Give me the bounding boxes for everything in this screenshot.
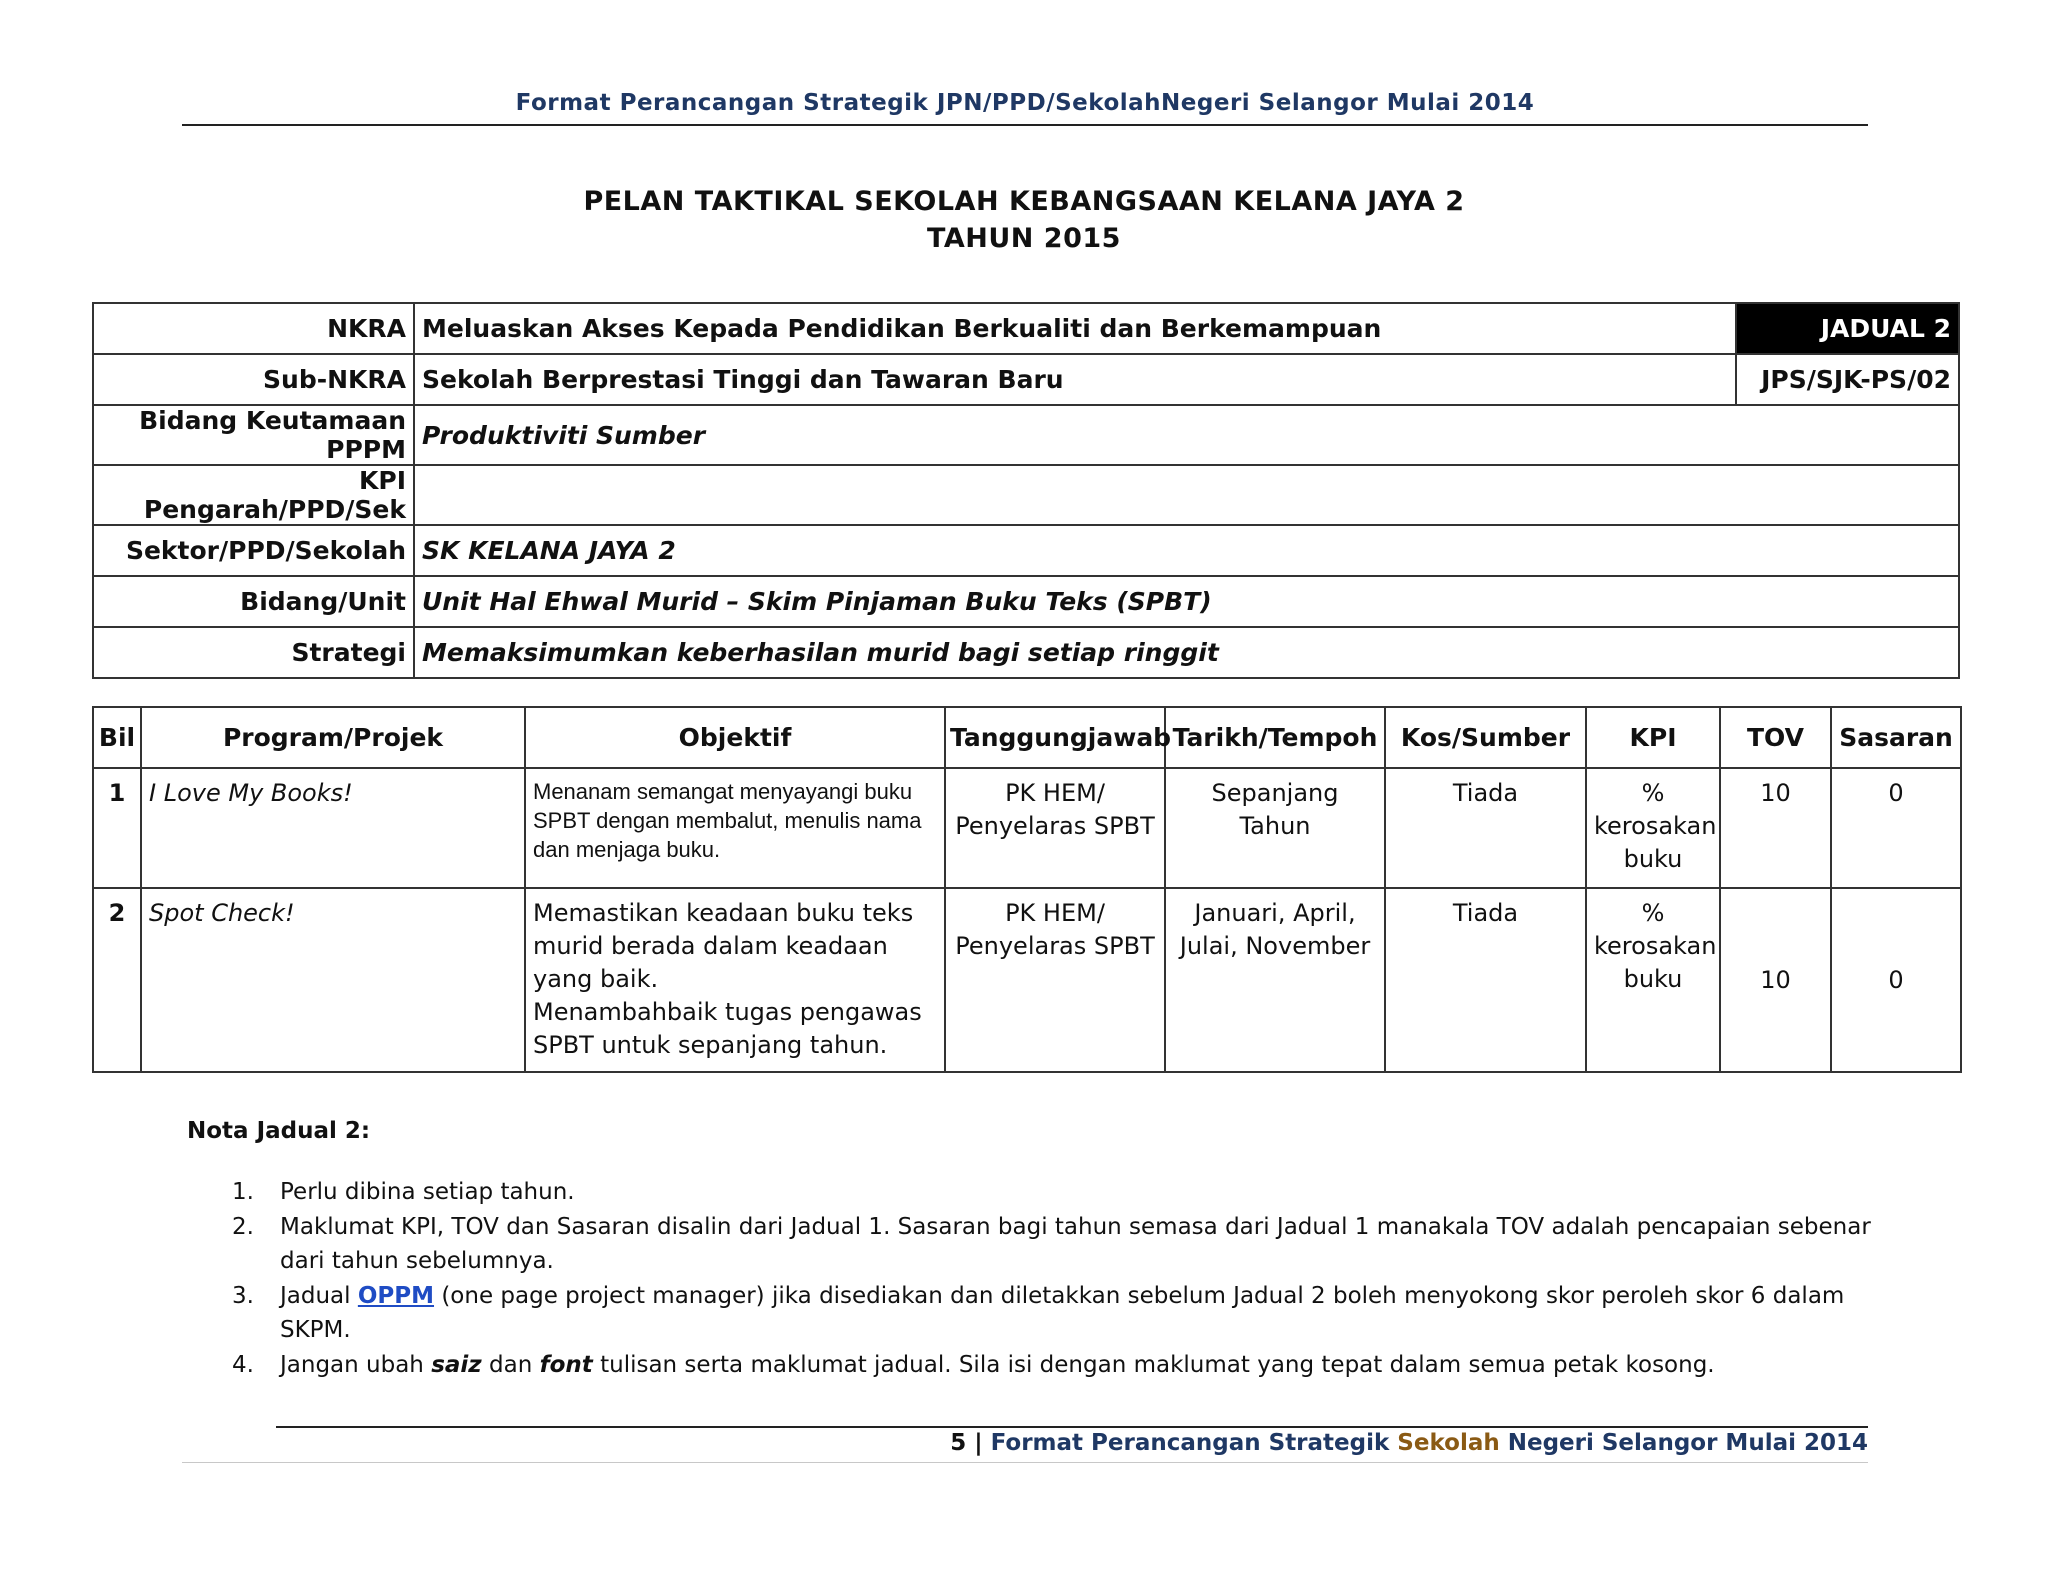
cell-bil: 2 — [93, 888, 141, 1072]
note-emphasis: saiz — [431, 1352, 482, 1378]
cell-kpi: % kerosakan buku — [1586, 888, 1720, 1072]
cell-kos: Tiada — [1385, 768, 1586, 888]
footer-text: Format Perancangan Strategik — [990, 1430, 1398, 1456]
notes-list — [232, 1175, 1882, 1382]
cell-program: Spot Check! — [141, 888, 525, 1072]
info-label: Bidang/Unit — [93, 576, 414, 627]
note-item — [232, 1210, 1882, 1278]
note-number: 3. — [232, 1283, 254, 1309]
column-header: Tarikh/Tempoh — [1165, 707, 1385, 768]
info-value: Produktiviti Sumber — [414, 405, 1959, 465]
cell-sasaran: 0 — [1831, 888, 1961, 1072]
column-header: Sasaran — [1831, 707, 1961, 768]
info-label: Strategi — [93, 627, 414, 678]
note-text: dan — [481, 1352, 540, 1378]
cell-objektif — [525, 888, 945, 1072]
info-value: Unit Hal Ehwal Murid – Skim Pinjaman Buku Teks (SPBT) — [414, 576, 1959, 627]
cell-program: I Love My Books! — [141, 768, 525, 888]
column-header: Objektif — [525, 707, 945, 768]
cell-sasaran: 0 — [1831, 768, 1961, 888]
note-item — [232, 1175, 1882, 1209]
info-row-nkra — [93, 303, 1959, 354]
oppm-link[interactable]: OPPM — [357, 1283, 435, 1309]
cell-bil: 1 — [93, 768, 141, 888]
table-row — [93, 888, 1961, 1072]
column-header: Program/Projek — [141, 707, 525, 768]
note-text: tulisan serta maklumat jadual. Sila isi dengan maklumat yang tepat dalam semua petak kosong. — [592, 1352, 1715, 1378]
footer-text-highlight: Sekolah — [1397, 1430, 1500, 1456]
info-value: Meluaskan Akses Kepada Pendidikan Berkualiti dan Berkemampuan — [414, 303, 1736, 354]
cell-tarikh: Sepanjang Tahun — [1165, 768, 1385, 888]
column-header: Bil — [93, 707, 141, 768]
footer-bottom-line — [182, 1462, 1868, 1463]
note-text: Jangan ubah — [280, 1352, 432, 1378]
note-text: Perlu dibina setiap tahun. — [280, 1179, 575, 1205]
note-item — [232, 1348, 1882, 1382]
plan-table — [92, 706, 1962, 1073]
note-number: 4. — [232, 1352, 254, 1378]
objektif-line: Memastikan keadaan buku teks murid berada dalam keadaan yang baik. — [533, 899, 914, 993]
info-value: Memaksimumkan keberhasilan murid bagi setiap ringgit — [414, 627, 1959, 678]
column-header: Kos/Sumber — [1385, 707, 1586, 768]
info-label: KPI Pengarah/PPD/Sek — [93, 465, 414, 525]
info-label: Sektor/PPD/Sekolah — [93, 525, 414, 576]
cell-tov: 10 — [1720, 888, 1831, 1072]
table-header-row — [93, 707, 1961, 768]
page-number: 5 — [950, 1430, 967, 1456]
info-value-empty[interactable] — [414, 465, 1959, 525]
footer-separator: | — [966, 1430, 991, 1456]
info-label: Sub-NKRA — [93, 354, 414, 405]
info-value: SK KELANA JAYA 2 — [414, 525, 1959, 576]
note-text-prefix: Jadual — [280, 1283, 358, 1309]
note-text: Maklumat KPI, TOV dan Sasaran disalin dari Jadual 1. Sasaran bagi tahun semasa dari Jadual 1 manakala TOV adalah pencapaian sebenar dari tahun sebelumnya. — [280, 1214, 1871, 1274]
info-value: Sekolah Berprestasi Tinggi dan Tawaran Baru — [414, 354, 1736, 405]
cell-kos: Tiada — [1385, 888, 1586, 1072]
note-number: 1. — [232, 1179, 254, 1205]
note-item — [232, 1279, 1882, 1347]
page-footer — [950, 1430, 1868, 1456]
document-subtitle: TAHUN 2015 — [927, 223, 1121, 254]
notes-title: Nota Jadual 2: — [187, 1118, 371, 1144]
info-row-sektor — [93, 525, 1959, 576]
page-header: Format Perancangan Strategik JPN/PPD/SekolahNegeri Selangor Mulai 2014 — [515, 90, 1535, 116]
column-header: Tanggungjawab — [945, 707, 1165, 768]
table-row — [93, 768, 1961, 888]
jadual-badge: JADUAL 2 — [1736, 303, 1959, 354]
info-row-strategi — [93, 627, 1959, 678]
column-header: KPI — [1586, 707, 1720, 768]
note-emphasis: font — [539, 1352, 593, 1378]
footer-divider — [276, 1426, 1868, 1428]
footer-text: Negeri Selangor Mulai 2014 — [1499, 1430, 1868, 1456]
info-table — [92, 302, 1960, 679]
info-label: Bidang Keutamaan PPPM — [93, 405, 414, 465]
form-code: JPS/SJK-PS/02 — [1736, 354, 1959, 405]
cell-tarikh: Januari, April, Julai, November — [1165, 888, 1385, 1072]
note-number: 2. — [232, 1214, 254, 1240]
document-title: PELAN TAKTIKAL SEKOLAH KEBANGSAAN KELANA JAYA 2 — [583, 186, 1465, 217]
cell-objektif: Menanam semangat menyayangi buku SPBT dengan membalut, menulis nama dan menjaga buku. — [525, 768, 945, 888]
cell-tanggungjawab: PK HEM/ Penyelaras SPBT — [945, 768, 1165, 888]
info-row-bidang-keutamaan — [93, 405, 1959, 465]
info-label: NKRA — [93, 303, 414, 354]
column-header: TOV — [1720, 707, 1831, 768]
objektif-line: Menambahbaik tugas pengawas SPBT untuk sepanjang tahun. — [533, 998, 922, 1059]
note-text-suffix: (one page project manager) jika disediakan dan diletakkan sebelum Jadual 2 boleh menyokong skor peroleh skor 6 dalam SKPM. — [280, 1283, 1845, 1343]
cell-tov: 10 — [1720, 768, 1831, 888]
cell-tanggungjawab: PK HEM/ Penyelaras SPBT — [945, 888, 1165, 1072]
info-row-kpi-pengarah — [93, 465, 1959, 525]
cell-kpi: % kerosakan buku — [1586, 768, 1720, 888]
info-row-sub-nkra — [93, 354, 1959, 405]
header-divider — [182, 124, 1868, 126]
info-row-bidang-unit — [93, 576, 1959, 627]
